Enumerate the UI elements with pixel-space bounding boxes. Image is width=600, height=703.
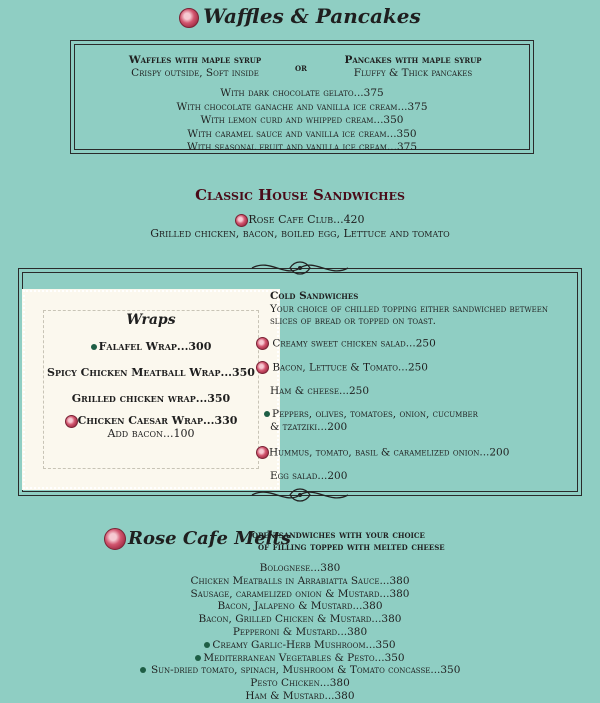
waffle-option: With chocolate ganache and vanilla ice cream...375: [176, 100, 428, 113]
melts-description-line: open sandwiches with your choice: [252, 529, 425, 541]
melt-item: [0, 664, 600, 677]
wrap-item: Spicy Chicken Meatball Wrap...350: [47, 366, 255, 379]
wrap-item: [35, 340, 267, 353]
cold-item-label: Bacon, Lettuce & Tomato...250: [272, 361, 428, 374]
waffle-heading: Waffles with maple syrup: [128, 54, 262, 66]
wrap-item: Grilled chicken wrap...350: [71, 392, 231, 405]
melt-item: [0, 639, 600, 652]
wrap-item: [35, 414, 267, 428]
bullet-icon: [91, 344, 97, 350]
waffle-options-list: [71, 87, 533, 155]
sandwiches-section-title: Classic House Sandwiches: [195, 186, 405, 204]
cold-item: Egg salad...200: [270, 470, 348, 482]
waffle-option: With seasonal fruit and vanilla ice cream...375: [186, 141, 418, 153]
club-sandwich: [0, 213, 600, 240]
wraps-title: Wraps: [126, 312, 176, 328]
melt-item-label: Sun-dried tomato, spinach, Mushroom & Tomato concasse...350: [150, 664, 461, 677]
rose-icon: [65, 415, 78, 428]
wrap-item-label: Chicken Caesar Wrap...330: [77, 414, 238, 427]
cold-item-label: Peppers, olives, tomatoes, onion, cucumber: [272, 408, 478, 420]
melt-item-label: Creamy Garlic-Herb Mushroom...350: [212, 638, 396, 651]
waffle-option: With caramel sauce and vanilla ice cream...350: [187, 127, 417, 140]
melts-description-line: of filling topped with melted cheese: [258, 541, 445, 553]
wraps-card: [28, 295, 274, 484]
pancake-column: [313, 54, 513, 80]
melt-item: Pepperoni & Mustard...380: [232, 625, 368, 638]
bullet-icon: [140, 667, 146, 673]
club-item: Rose Cafe Club...420: [248, 213, 365, 226]
bullet-icon: [264, 411, 270, 417]
melt-item: [0, 652, 600, 665]
wraps-card-border: [43, 310, 259, 469]
melts-list: [0, 562, 600, 703]
melt-item: Chicken Meatballs in Arrabiatta Sauce...380: [190, 574, 410, 587]
club-description: Grilled chicken, bacon, boiled egg, Lettuce and tomato: [150, 226, 450, 240]
rose-icon: [256, 361, 269, 374]
waffles-section-title: [0, 4, 600, 28]
cold-item-label: Creamy sweet chicken salad...250: [272, 337, 436, 350]
cold-item: Ham & cheese...250: [270, 385, 370, 397]
melt-item: Sausage, caramelized onion & Mustard...380: [190, 587, 410, 600]
waffles-frame: [70, 40, 534, 154]
waffle-option: With dark chocolate gelato...375: [220, 87, 384, 99]
melt-item: Bacon, Grilled Chicken & Mustard...380: [198, 613, 402, 626]
rose-icon: [256, 337, 269, 350]
melt-item: Bacon, Jalapeno & Mustard...380: [217, 600, 383, 613]
waffle-column: [95, 54, 295, 80]
bullet-icon: [195, 655, 201, 661]
cold-item: [256, 446, 509, 459]
rose-icon: [179, 8, 199, 28]
cold-item: [256, 361, 428, 374]
cold-item-continued: & tzatziki...200: [270, 421, 348, 433]
cold-item: [256, 337, 436, 350]
waffles-title-text: Waffles & Pancakes: [203, 4, 421, 28]
wrap-addon: Add bacon...100: [107, 427, 195, 440]
melt-item: Ham & Mustard...380: [245, 689, 355, 702]
melt-item: Pesto Chicken...380: [250, 677, 350, 690]
pancake-subtitle: Fluffy & Thick pancakes: [353, 67, 473, 79]
or-label: or: [295, 63, 307, 74]
melts-title-text: Rose Cafe Melts: [128, 528, 291, 549]
rose-icon: [256, 446, 269, 459]
cold-item-label: Hummus, tomato, basil & caramelized onion...200: [269, 446, 510, 459]
wrap-item-label: Falafel Wrap...300: [98, 340, 212, 353]
melt-item-label: Mediterranean Vegetables & Pesto...350: [203, 651, 405, 664]
waffle-option: With lemon curd and whipped cream...350: [200, 114, 404, 126]
cold-sandwiches-title: Cold Sandwiches: [270, 290, 359, 302]
rose-icon: [235, 214, 248, 227]
flourish-ornament-bottom: [250, 483, 350, 507]
waffle-subtitle: Crispy outside, Soft inside: [131, 67, 259, 79]
rose-icon: [104, 528, 126, 550]
melts-description: [252, 529, 445, 553]
cold-sandwiches-header: [270, 290, 575, 328]
bullet-icon: [204, 642, 210, 648]
cold-item: [264, 408, 478, 421]
pancake-heading: Pancakes with maple syrup: [344, 54, 482, 66]
flourish-ornament-top: [250, 256, 350, 280]
melt-item: Bolognese...380: [259, 562, 341, 574]
cold-sandwiches-description: Your choice of chilled topping either sandwiched between slices of bread or topped on toast.: [270, 302, 549, 327]
